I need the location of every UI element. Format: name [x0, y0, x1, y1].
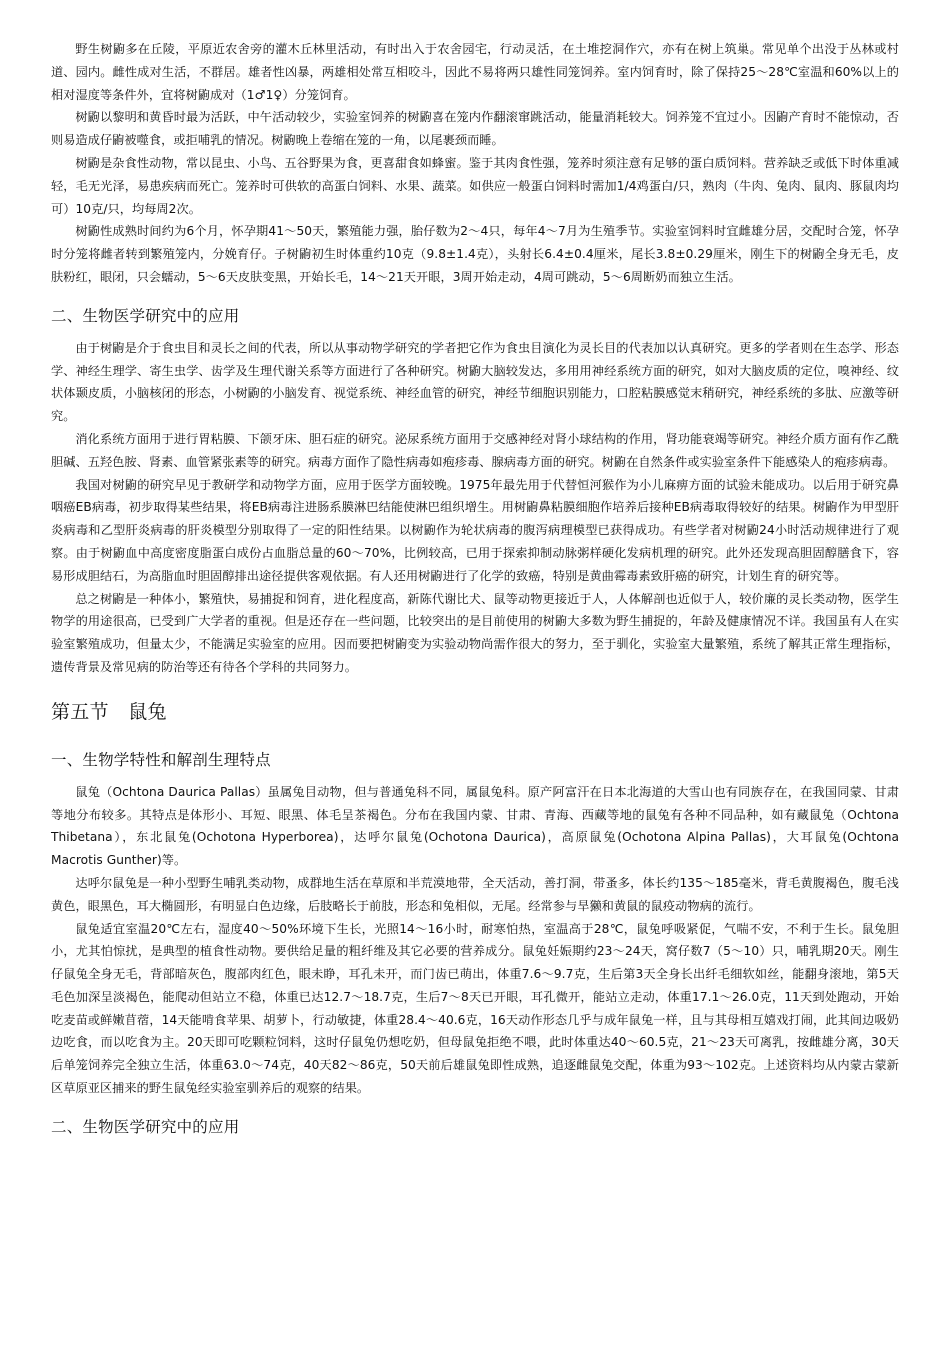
paragraph: 野生树鼩多在丘陵，平原近农舍旁的灌木丘林里活动，有时出入于农舍园宅，行动灵活，在土堆挖洞作穴，亦有在树上筑巢。常见单个出没于丛林或村道、园内。雌性成对生活，不群居。雄者性凶暴，两雄相处常互相咬斗，因此不易将两只雄性同笼饲养。室内饲育时，除了保持25～28℃室温和60%以上的相对湿度等条件外，宜将树鼩成对（1♂1♀）分笼饲育。: [51, 42, 899, 102]
paragraph: 鼠兔（Ochtona Daurica Pallas）虽属兔目动物，但与普通兔科不同，属鼠兔科。原产阿富汗在日本北海道的大雪山也有同族存在，在我国同蒙、甘肃等地分布较多。其特点是体形小、耳短、眼黑、体毛呈茶褐色。分布在我国内蒙、甘肃、青海、西藏等地的鼠兔有各种不同品种，如有藏鼠兔（Ochtona Thibetana），东北鼠兔(Ochotona Hyperborea)，达呼尔鼠兔(Ochotona Daurica)，高原鼠兔(Ochotona Alpina Pallas)，大耳鼠兔(Ochtona Macrotis Gunther)等。: [51, 784, 899, 868]
section-heading: 一、生物学特性和解剖生理特点: [51, 750, 271, 769]
paragraph: 总之树鼩是一种体小，繁殖快，易捕捉和饲育，进化程度高，新陈代谢比犬、鼠等动物更接近于人，人体解剖也近似于人，较价廉的灵长类动物，医学生物学的用途很高，已受到广大学者的重视。但是还存在一些问题，比较突出的是目前使用的树鼩大多数为野生捕捉的，年龄及健康情况不详。我国虽有人在实验室繁殖成功，但量太少，不能满足实验室的应用。因而要把树鼩变为实验动物尚需作很大的努力，至于驯化，实验室大量繁殖，系统了解其正常生理指标，遗传背景及常见病的防治等还有待各个学科的共同努力。: [51, 591, 899, 674]
section-heading: 二、生物医学研究中的应用: [51, 1117, 240, 1136]
paragraph: 我国对树鼩的研究早见于教研学和动物学方面，应用于医学方面较晚。1975年最先用于代替恒河猴作为小儿麻痹方面的试验未能成功。以后用于研究鼻咽癌EB病毒，初步取得某些结果，将EB病毒注进肠系膜淋巴结能使淋巴组织增生。用树鼩鼻粘膜细胞作培养后接种EB病毒取得较好的结果。树鼩作为甲型肝炎病毒和乙型肝炎病毒的肝炎模型分别取得了一定的阳性结果。以树鼩作为轮状病毒的腹泻病理模型已获得成功。有些学者对树鼩24小时活动规律进行了观察。由于树鼩血中高度密度脂蛋白成份占血脂总量的60～70%，比例较高，已用于探索抑制动脉粥样硬化发病机理的研究。此外还发现高胆固醇膳食下，容易形成胆结石，为高脂血时胆固醇排出途径提供客观依据。有人还用树鼩进行了化学的致癌，特别是黄曲霉毒素致肝癌的研究，计划生育的研究等。: [51, 477, 899, 583]
chapter-section-title: 第五节 鼠兔: [51, 700, 167, 723]
paragraph: 树鼩性成熟时间约为6个月，怀孕期41～50天，繁殖能力强，胎仔数为2～4只，每年4～7月为生殖季节。实验室饲料时宜雌雄分居，交配时合笼，怀孕时分笼将雌者转到繁殖笼内，分娩育仔。子树鼩初生时体重约10克（9.8±1.4克），头射长6.4±0.4厘米，尾长3.8±0.29厘米，刚生下的树鼩全身无毛，皮肤粉红，眼闭，只会蠕动，5～6天皮肤变黑，开始长毛，14～21天开眼，3周开始走动，4周可跳动，5～6周断奶而独立生活。: [51, 224, 899, 284]
paragraph: 由于树鼩是介于食虫目和灵长之间的代表，所以从事动物学研究的学者把它作为食虫目演化为灵长目的代表加以认真研究。更多的学者则在生态学、形态学、神经生理学、寄生虫学、齿学及生理代谢关系等方面进行了各种研究。树鼩大脑较发达，多用用神经系统方面的研究，如对大脑皮质的定位，嗅神经、纹状体颞皮质，小脑核闭的形态，小树鼩的小脑发育、视觉系统、神经血管的研究，神经节细胞识别能力，口腔粘膜感觉末稍研究，神经系统的多肽、应激等研究。: [51, 340, 899, 424]
paragraph: 鼠兔适宜室温20℃左右，湿度40～50%环境下生长，光照14～16小时，耐寒怕热，室温高于28℃，鼠兔呼吸紧促，气喘不安，不利于生长。鼠兔胆小，尤其怕惊扰，是典型的植食性动物。要供给足量的粗纤维及其它必要的营养成分。鼠兔妊娠期约23～24天，窝仔数7（5～10）只，哺乳期20天。刚生仔鼠兔全身无毛，背部暗灰色，腹部肉红色，眼未睁，耳孔未开，而门齿已萌出，体重7.6～9.7克，生后第3天全身长出纤毛细软如丝，能翻身滚地，第5天毛色加深呈淡褐色，能爬动但站立不稳，体重已达12.7～18.7克，生后7～8天已开眼，耳孔微开，能站立走动，体重17.1～26.0克，11天到处跑动，开始吃麦苗或鲜嫩苜蓿，14天能啃食苹果、胡萝卜，行动敏捷，体重28.4～40.6克，16天动作形态几乎与成年鼠兔一样，且与其母相互嬉戏打闹，此其间边吸奶边吃食，而以吃食为主。20天即可吃颗粒饲料，这时仔鼠兔仍想吃奶，但母鼠兔拒绝不喂，此时体重达40～60.5克，21～23天可离乳，按雌雄分离，30天后单笼饲养完全独立生活，体重63.0～74克，40天82～86克，50天前后雄鼠兔即性成熟，追逐雌鼠兔交配，体重为93～102克。上述资料均从内蒙古蒙新区草原亚区捕来的野生鼠兔经实验室驯养后的观察的结果。: [51, 921, 899, 1096]
paragraph: 达呼尔鼠兔是一种小型野生哺乳类动物，成群地生活在草原和半荒漠地带，全天活动，善打洞，带蚤多，体长约135～185毫米，背毛黄腹褐色，腹毛浅黄色，眼黑色，耳大椭圆形，有明显白色边缘，后肢略长于前肢，形态和兔相似，无尾。经常参与旱獭和黄鼠的鼠疫动物病的流行。: [51, 875, 899, 913]
paragraph: 树鼩以黎明和黄昏时最为活跃，中午活动较少，实验室饲养的树鼩喜在笼内作翻滚窜跳活动，能量消耗较大。饲养笼不宜过小。因鼩产育时不能惊动，否则易造成仔鼩被噬食，或拒哺乳的情况。树鼩晚上卷缩在笼的一角，以尾裹颈而睡。: [51, 110, 899, 148]
paragraph: 树鼩是杂食性动物，常以昆虫、小鸟、五谷野果为食，更喜甜食如蜂蜜。鉴于其肉食性强，笼养时须注意有足够的蛋白质饲料。营养缺乏或低下时体重减轻，毛无光泽，易患疾病而死亡。笼养时可供软的高蛋白饲料、水果、蔬菜。如供应一般蛋白饲料时需加1/4鸡蛋白/只，熟肉（牛肉、兔肉、鼠肉、豚鼠肉均可）10克/只，均每周2次。: [51, 155, 899, 216]
section-heading: 二、生物医学研究中的应用: [51, 306, 240, 325]
paragraph: 消化系统方面用于进行胃粘膜、下颌牙床、胆石症的研究。泌尿系统方面用于交感神经对肾小球结构的作用，肾功能衰竭等研究。神经介质方面有作乙酰胆碱、五羟色胺、肾素、血管紧张素等的研究。病毒方面作了隐性病毒如疱疹毒、腺病毒方面的研究。树鼩在自然条件或实验室条件下能感染人的疱疹病毒。: [51, 431, 899, 469]
